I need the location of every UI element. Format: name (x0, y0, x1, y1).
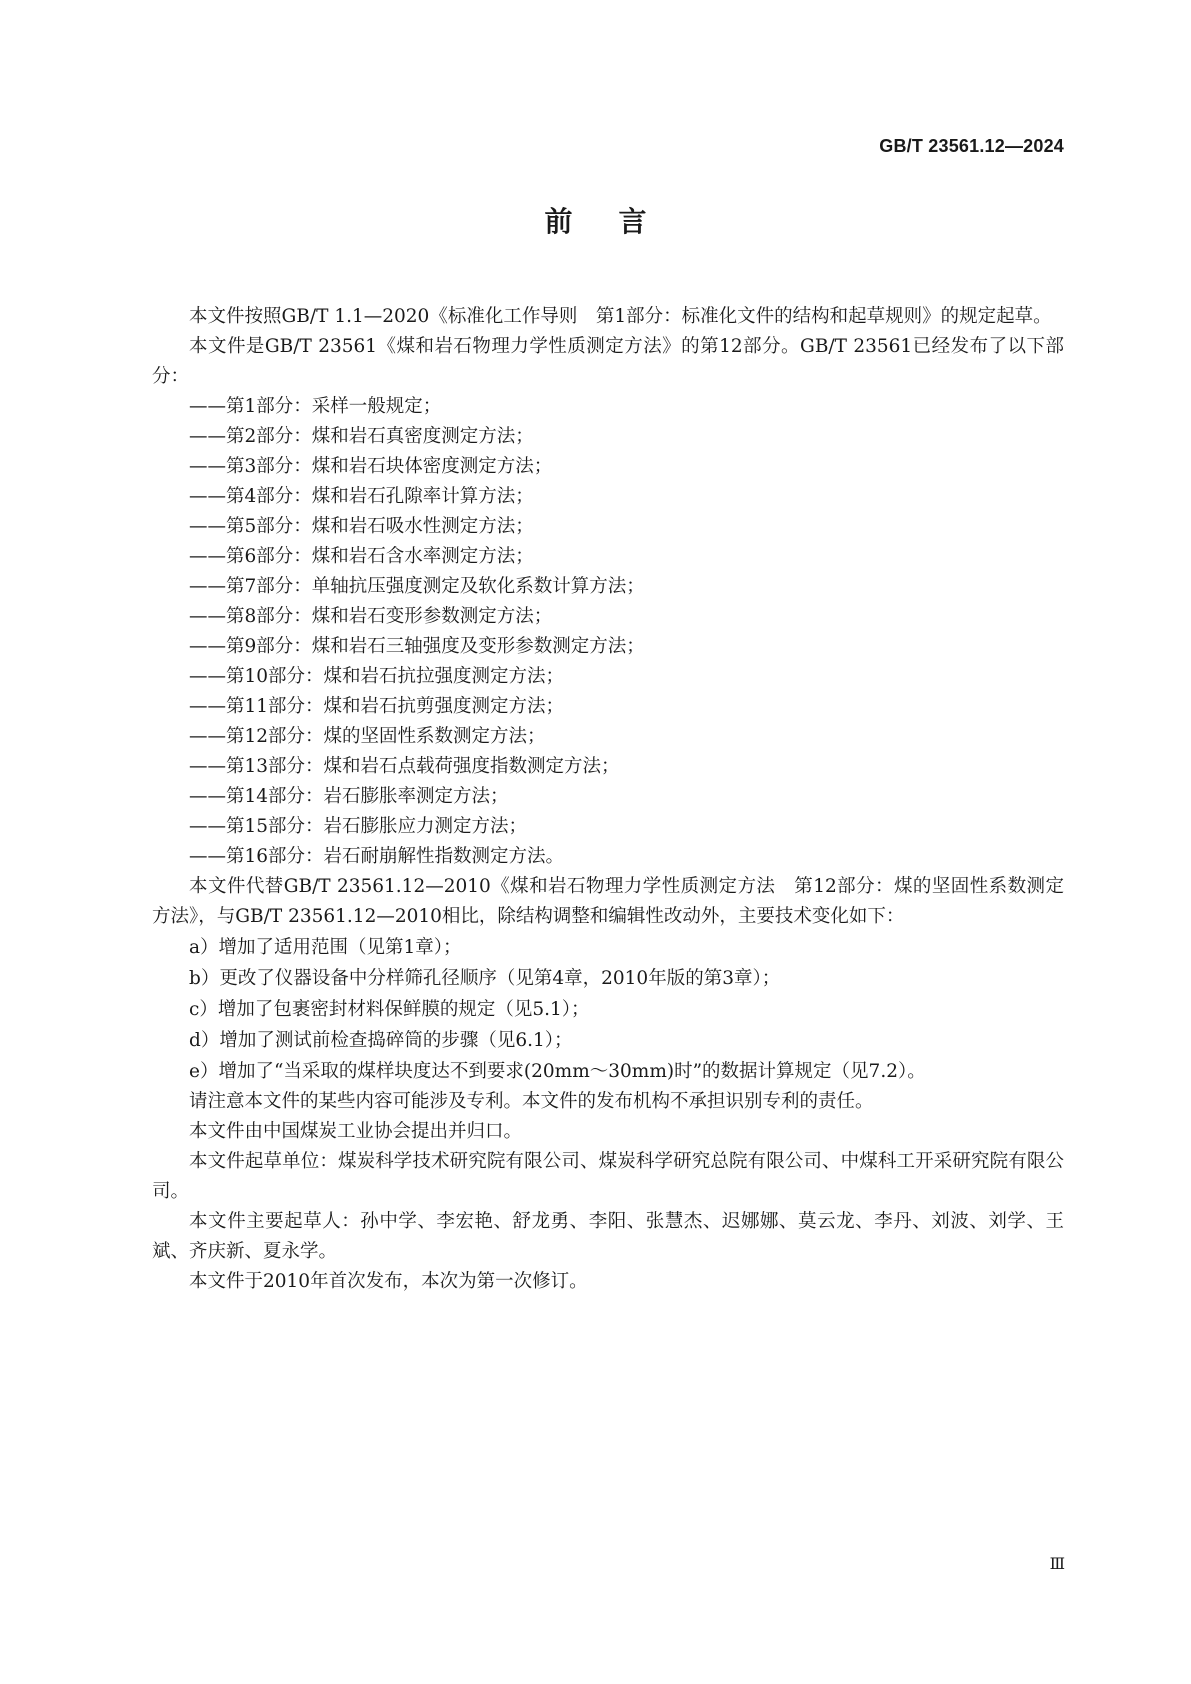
list-item: ——第14部分：岩石膨胀率测定方法； (189, 786, 509, 807)
page-title: 前言 (544, 205, 693, 238)
replacement-paragraph: 本文件代替GB/T 23561.12—2010《煤和岩石物理力学性质测定方法 第12部分：煤的坚固性系数测定方法》，与GB/T 23561.12—2010相比，除结构调整和编辑性改动外，主要技术变化如下： (152, 876, 1064, 927)
list-item: ——第10部分：煤和岩石抗拉强度测定方法； (189, 666, 565, 687)
drafting-units-paragraph: 本文件起草单位：煤炭科学技术研究院有限公司、煤炭科学研究总院有限公司、中煤科工开采研究院有限公司。 (152, 1151, 1064, 1202)
document-body (152, 302, 1064, 1297)
list-item: ——第1部分：采样一般规定； (189, 396, 442, 417)
patent-notice: 请注意本文件的某些内容可能涉及专利。本文件的发布机构不承担识别专利的责任。 (189, 1091, 874, 1112)
list-item: ——第13部分：煤和岩石点载荷强度指数测定方法； (189, 756, 620, 777)
list-item: ——第15部分：岩石膨胀应力测定方法； (189, 816, 528, 837)
list-item: c）增加了包裹密封材料保鲜膜的规定（见5.1）； (189, 999, 590, 1020)
parts-list (152, 392, 1064, 872)
list-item: ——第11部分：煤和岩石抗剪强度测定方法； (189, 696, 565, 717)
list-item: d）增加了测试前检查捣碎筒的步骤（见6.1）； (189, 1030, 573, 1051)
list-item: ——第7部分：单轴抗压强度测定及软化系数计算方法； (189, 576, 645, 597)
list-item: ——第6部分：煤和岩石含水率测定方法； (189, 546, 534, 567)
intro-paragraph: 本文件是GB/T 23561《煤和岩石物理力学性质测定方法》的第12部分。GB/T 23561已经发布了以下部分： (152, 336, 1064, 387)
list-item: ——第4部分：煤和岩石孔隙率计算方法； (189, 486, 534, 507)
proposer-paragraph: 本文件由中国煤炭工业协会提出并归口。 (189, 1121, 523, 1142)
list-item: ——第12部分：煤的坚固性系数测定方法； (189, 726, 546, 747)
list-item: a）增加了适用范围（见第1章）； (189, 937, 462, 958)
intro-paragraph: 本文件按照GB/T 1.1—2020《标准化工作导则 第1部分：标准化文件的结构和起草规则》的规定起草。 (189, 306, 1052, 327)
list-item: b）更改了仪器设备中分样筛孔径顺序（见第4章，2010年版的第3章）； (189, 968, 781, 989)
document-code: GB/T 23561.12—2024 (879, 136, 1064, 156)
list-item: ——第16部分：岩石耐崩解性指数测定方法。 (189, 846, 565, 867)
list-item: ——第9部分：煤和岩石三轴强度及变形参数测定方法； (189, 636, 645, 657)
list-item: ——第3部分：煤和岩石块体密度测定方法； (189, 456, 553, 477)
drafters-paragraph: 本文件主要起草人：孙中学、李宏艳、舒龙勇、李阳、张慧杰、迟娜娜、莫云龙、李丹、刘波、刘学、王斌、齐庆新、夏永学。 (152, 1211, 1064, 1262)
page-number: Ⅲ (1049, 1554, 1064, 1573)
list-item: e）增加了“当采取的煤样块度达不到要求(20mm～30mm)时”的数据计算规定（见7.2）。 (189, 1061, 926, 1082)
list-item: ——第2部分：煤和岩石真密度测定方法； (189, 426, 534, 447)
list-item: ——第8部分：煤和岩石变形参数测定方法； (189, 606, 553, 627)
history-paragraph: 本文件于2010年首次发布，本次为第一次修订。 (189, 1271, 588, 1292)
list-item: ——第5部分：煤和岩石吸水性测定方法； (189, 516, 534, 537)
changes-list (152, 932, 1064, 1087)
